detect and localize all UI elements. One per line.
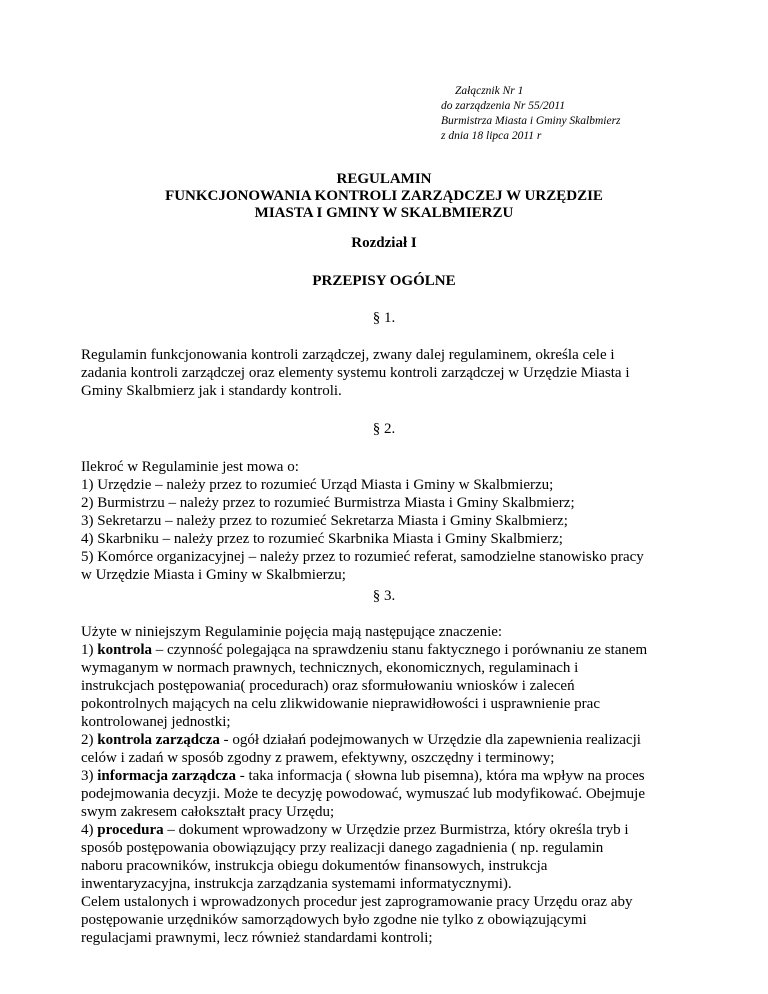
section-1-body bbox=[81, 346, 701, 400]
paragraph-line: Użyte w niniejszym Regulaminie pojęcia mają następujące znaczenie: bbox=[81, 624, 503, 640]
annex-note bbox=[441, 84, 621, 144]
paragraph-line: celów i zadań w sposób zgodny z prawem, efektywny, oszczędny i terminowy; bbox=[81, 750, 555, 766]
chapter-title: PRZEPISY OGÓLNE bbox=[312, 273, 456, 289]
chapter-heading: Rozdział I bbox=[351, 235, 417, 251]
term-definition: – dokument wprowadzony w Urzędzie przez Burmistrza, który określa tryb i bbox=[163, 822, 629, 838]
paragraph-line: Gminy Skalbmierz jak i standardy kontroli. bbox=[81, 383, 342, 399]
term-definition: – czynność polegająca na sprawdzeniu stanu faktycznego i porównaniu ze stanem bbox=[151, 642, 648, 658]
term-informacja-zarzadcza: informacja zarządcza bbox=[97, 768, 236, 784]
section-2-body bbox=[81, 458, 701, 584]
section-1-heading: § 1. bbox=[372, 310, 396, 326]
paragraph-line: podejmowania decyzji. Może te decyzję powodować, wymuszać lub modyfikować. Obejmuje bbox=[81, 786, 645, 802]
paragraph-line: regulacjami prawnymi, lecz również standardami kontroli; bbox=[81, 930, 433, 946]
definition-line: 1) Urzędzie – należy przez to rozumieć Urząd Miasta i Gminy w Skalbmierzu; bbox=[81, 477, 554, 493]
section-2-heading: § 2. bbox=[372, 421, 396, 437]
title-line: MIASTA I GMINY W SKALBMIERZU bbox=[254, 205, 514, 221]
definition-line: 5) Komórce organizacyjnej – należy przez to rozumieć referat, samodzielne stanowisko pracy bbox=[81, 549, 644, 565]
term-kontrola: kontrola bbox=[97, 642, 152, 658]
paragraph-line: instrukcjach postępowania( procedurach) oraz sformułowaniu wniosków i zaleceń bbox=[81, 678, 575, 694]
term-item-informacja-zarzadcza bbox=[81, 767, 701, 785]
paragraph-line: Regulamin funkcjonowania kontroli zarządczej, zwany dalej regulaminem, określa cele i bbox=[81, 347, 615, 363]
annex-line: Załącznik Nr 1 bbox=[455, 85, 524, 97]
item-number: 2) bbox=[81, 732, 98, 748]
paragraph-line: naboru pracowników, instrukcja obiegu dokumentów finansowych, instrukcja bbox=[81, 858, 548, 874]
section-3-heading: § 3. bbox=[372, 588, 396, 604]
term-procedura: procedura bbox=[97, 822, 164, 838]
term-kontrola-zarzadcza: kontrola zarządcza bbox=[97, 732, 220, 748]
paragraph-line: postępowanie urzędników samorządowych było zgodne nie tylko z obowiązującymi bbox=[81, 912, 587, 928]
term-item-kontrola bbox=[81, 641, 701, 659]
definition-line: 3) Sekretarzu – należy przez to rozumieć Sekretarza Miasta i Gminy Skalbmierz; bbox=[81, 513, 568, 529]
definition-line: 2) Burmistrzu – należy przez to rozumieć Burmistrza Miasta i Gminy Skalbmierz; bbox=[81, 495, 575, 511]
paragraph-line: wymaganym w normach prawnych, technicznych, ekonomicznych, regulaminach i bbox=[81, 660, 579, 676]
term-definition: - taka informacja ( słowna lub pisemna), która ma wpływ na proces bbox=[235, 768, 645, 784]
document-title bbox=[0, 171, 768, 222]
section-3-body bbox=[81, 623, 701, 947]
annex-line: Burmistrza Miasta i Gminy Skalbmierz bbox=[441, 115, 621, 127]
term-item-kontrola-zarzadcza bbox=[81, 731, 701, 749]
definition-line: 4) Skarbniku – należy przez to rozumieć Skarbnika Miasta i Gminy Skalbmierz; bbox=[81, 531, 563, 547]
paragraph-line: pokontrolnych mających na celu zlikwidowanie nieprawidłowości i usprawnienie prac bbox=[81, 696, 600, 712]
paragraph-line: zadania kontroli zarządczej oraz elementy systemu kontroli zarządczej w Urzędzie Miasta i bbox=[81, 365, 630, 381]
title-line: REGULAMIN bbox=[336, 171, 432, 187]
item-number: 4) bbox=[81, 822, 98, 838]
item-number: 1) bbox=[81, 642, 98, 658]
item-number: 3) bbox=[81, 768, 98, 784]
term-item-procedura bbox=[81, 821, 701, 839]
paragraph-line: inwentaryzacyjna, instrukcja zarządzania systemami informatycznymi). bbox=[81, 876, 512, 892]
paragraph-line: Ilekroć w Regulaminie jest mowa o: bbox=[81, 459, 299, 475]
paragraph-line: kontrolowanej jednostki; bbox=[81, 714, 231, 730]
paragraph-line: sposób postępowania obowiązujący przy realizacji danego zagadnienia ( np. regulamin bbox=[81, 840, 604, 856]
title-line: FUNKCJONOWANIA KONTROLI ZARZĄDCZEJ W URZĘDZIE bbox=[165, 188, 603, 204]
annex-line: z dnia 18 lipca 2011 r bbox=[441, 130, 542, 142]
paragraph-line: Celem ustalonych i wprowadzonych procedur jest zaprogramowanie pracy Urzędu oraz aby bbox=[81, 894, 633, 910]
annex-line: do zarządzenia Nr 55/2011 bbox=[441, 100, 566, 112]
paragraph-line: swym zakresem całokształt pracy Urzędu; bbox=[81, 804, 335, 820]
term-definition: - ogół działań podejmowanych w Urzędzie dla zapewnienia realizacji bbox=[219, 732, 641, 748]
definition-line: w Urzędzie Miasta i Gminy w Skalbmierzu; bbox=[81, 567, 346, 583]
